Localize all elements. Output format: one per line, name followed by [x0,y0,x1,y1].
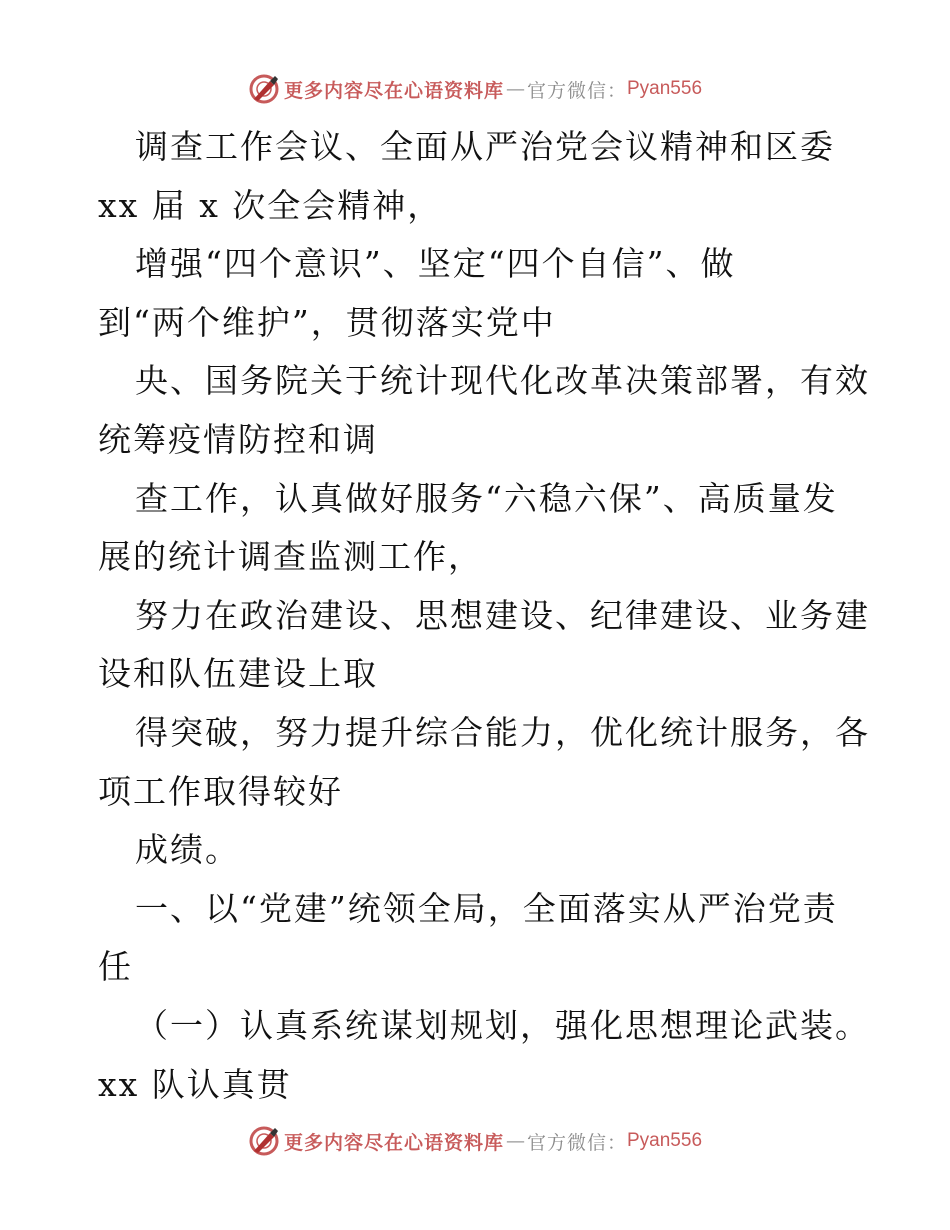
section-heading: 一、以“党建”统领全局，全面落实从严治党责 [135,888,838,928]
text-line: 查工作，认真做好服务“六稳六保”、高质量发 [135,478,838,518]
text-line: 项工作取得较好 [98,771,343,811]
footer-banner [0,1124,950,1158]
banner-site-text: 更多内容尽在心语资料库 [283,1131,504,1154]
banner-wechat-id: Pyan556 [627,78,703,99]
banner-separator: — [505,78,525,100]
text-line: 调查工作会议、全面从严治党会议精神和区委 [135,127,835,166]
pen-logo-icon [248,1125,280,1157]
document-body [98,118,870,1114]
banner-site-text: 更多内容尽在心语资料库 [283,79,504,102]
text-line: 得突破，努力提升综合能力，优化统计服务，各 [135,712,870,752]
banner-wechat-label: 官方微信： [526,79,627,102]
banner-wechat-id: Pyan556 [627,1130,703,1151]
text-line: 统筹疫情防控和调 [98,419,378,459]
banner-separator: — [505,1130,525,1152]
text-line: 到“两个维护”，贯彻落实党中 [98,302,556,342]
text-line: 增强“四个意识”、坚定“四个自信”、做 [135,244,736,284]
text-line: 央、国务院关于统计现代化改革决策部署，有效 [135,361,870,401]
header-banner [0,72,950,106]
subsection-heading: （一）认真系统谋划规划，强化思想理论武装。 [135,1005,870,1045]
text-line: xx 届 x 次全会精神， [98,185,443,225]
text-line: 任 [98,947,133,987]
banner-wechat-label: 官方微信： [526,1131,627,1154]
text-line: xx 队认真贯 [98,1064,292,1104]
text-line: 成绩。 [135,830,240,870]
pen-logo-icon [248,73,280,105]
text-line: 设和队伍建设上取 [98,654,378,694]
text-line: 展的统计调查监测工作， [98,537,483,577]
text-line: 努力在政治建设、思想建设、纪律建设、业务建 [135,595,870,635]
